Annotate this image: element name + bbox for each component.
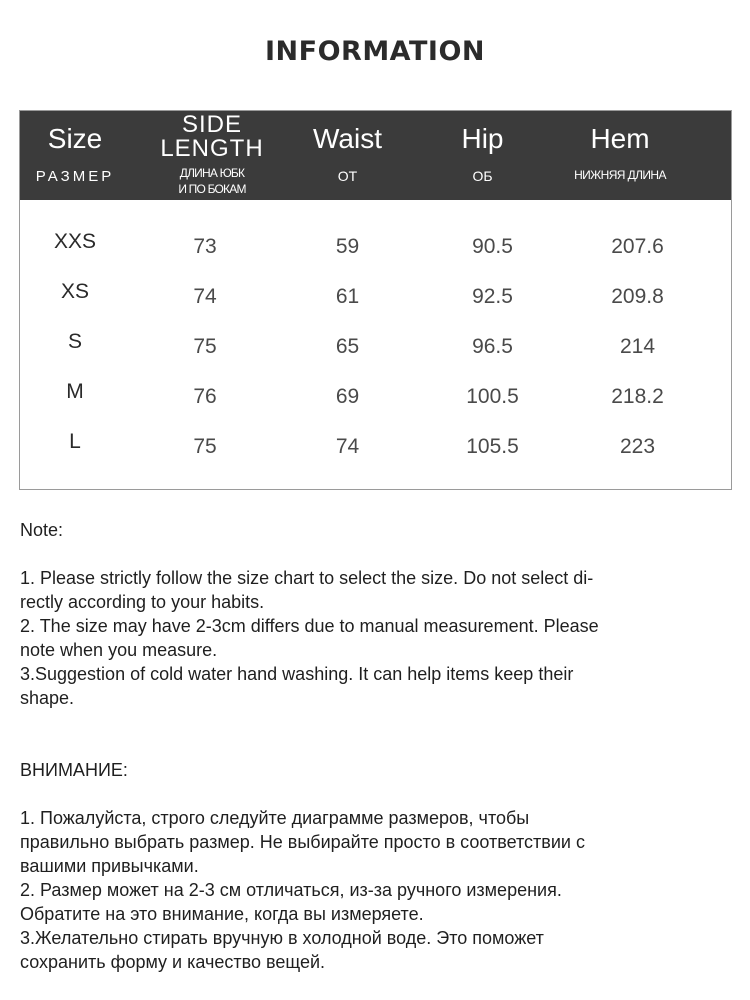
notes-section	[20, 518, 720, 974]
header-waist-sublabel: ОТ	[337, 168, 358, 184]
header-side-length-sublabel	[150, 165, 274, 197]
waist-cell: 61	[335, 285, 360, 308]
warning-line: правильно выбрать размер. Не выбирайте просто в соответствии с	[20, 832, 585, 852]
header-hem-sublabel: НИЖНЯЯ ДЛИНА	[574, 168, 666, 182]
hip-cell: 105.5	[466, 435, 519, 458]
note-line: 3.Suggestion of cold water hand washing. It can help items keep their	[20, 664, 574, 684]
size-cell: XS	[60, 280, 89, 303]
header-waist	[290, 111, 405, 200]
size-table	[19, 110, 732, 490]
side-length-cell: 76	[193, 385, 217, 408]
hip-cell: 100.5	[466, 385, 519, 408]
waist-cell: 65	[335, 335, 360, 358]
header-side-length-line2: LENGTH	[160, 135, 264, 162]
warning-line: 2. Размер может на 2-3 см отличаться, из-за ручного измерения.	[20, 880, 562, 900]
waist-cell: 74	[335, 435, 360, 458]
note-line: shape.	[20, 688, 75, 708]
table-row	[20, 377, 731, 417]
spacer	[20, 542, 720, 566]
note-line: 1. Please strictly follow the size chart to select the size. Do not select di-	[20, 568, 594, 588]
note-line: 2. The size may have 2-3cm differs due to manual measurement. Please	[20, 616, 599, 636]
header-side-length-label	[150, 113, 274, 161]
warning-line: сохранить форму и качество вещей.	[20, 952, 326, 972]
waist-cell: 59	[335, 235, 360, 258]
hem-cell: 214	[619, 335, 656, 358]
header-size-sublabel: РАЗМЕР	[35, 168, 115, 185]
header-hip-label: Hip	[461, 123, 504, 154]
side-length-cell: 74	[193, 285, 217, 308]
warning-line: вашими привычками.	[20, 856, 199, 876]
size-cell: S	[67, 330, 82, 353]
note-heading: Note:	[20, 520, 64, 540]
header-hem	[560, 111, 680, 200]
note-line: rectly according to your habits.	[20, 592, 265, 612]
table-row	[20, 327, 731, 367]
size-cell: XXS	[53, 230, 97, 253]
note-line: note when you measure.	[20, 640, 218, 660]
table-row	[20, 427, 731, 467]
page-title: INFORMATION	[264, 36, 485, 67]
table-row	[20, 227, 731, 267]
warning-heading: ВНИМАНИЕ:	[20, 760, 128, 780]
warning-line: 1. Пожалуйста, строго следуйте диаграмме размеров, чтобы	[20, 808, 530, 828]
spacer	[20, 782, 720, 806]
hip-cell: 92.5	[472, 285, 513, 308]
header-hip	[425, 111, 540, 200]
size-cell: L	[69, 430, 81, 453]
hem-cell: 209.8	[611, 285, 664, 308]
side-length-cell: 75	[193, 335, 217, 358]
header-side-length-line1: SIDE	[181, 111, 242, 138]
header-hip-sublabel: ОБ	[472, 168, 493, 184]
spacer	[20, 710, 720, 734]
header-waist-label: Waist	[313, 123, 382, 154]
warning-line: Обратите на это внимание, когда вы измеряете.	[20, 904, 424, 924]
side-length-cell: 73	[193, 235, 217, 258]
table-row	[20, 277, 731, 317]
header-size	[20, 111, 130, 200]
hem-cell: 223	[619, 435, 656, 458]
hem-cell: 218.2	[611, 385, 664, 408]
table-header	[20, 111, 731, 200]
spacer	[20, 734, 720, 758]
waist-cell: 69	[335, 385, 360, 408]
header-side-length-sub-line1: ДЛИНА ЮБК	[179, 166, 245, 180]
side-length-cell: 75	[193, 435, 217, 458]
header-side-length-sub-line2: И ПО БОКАМ	[178, 182, 246, 196]
header-size-label: Size	[47, 123, 103, 154]
warning-line: 3.Желательно стирать вручную в холодной воде. Это поможет	[20, 928, 544, 948]
hem-cell: 207.6	[611, 235, 664, 258]
header-side-length	[150, 111, 274, 200]
header-hem-label: Hem	[590, 123, 650, 154]
hip-cell: 96.5	[472, 335, 513, 358]
size-cell: M	[66, 380, 84, 403]
hip-cell: 90.5	[472, 235, 513, 258]
